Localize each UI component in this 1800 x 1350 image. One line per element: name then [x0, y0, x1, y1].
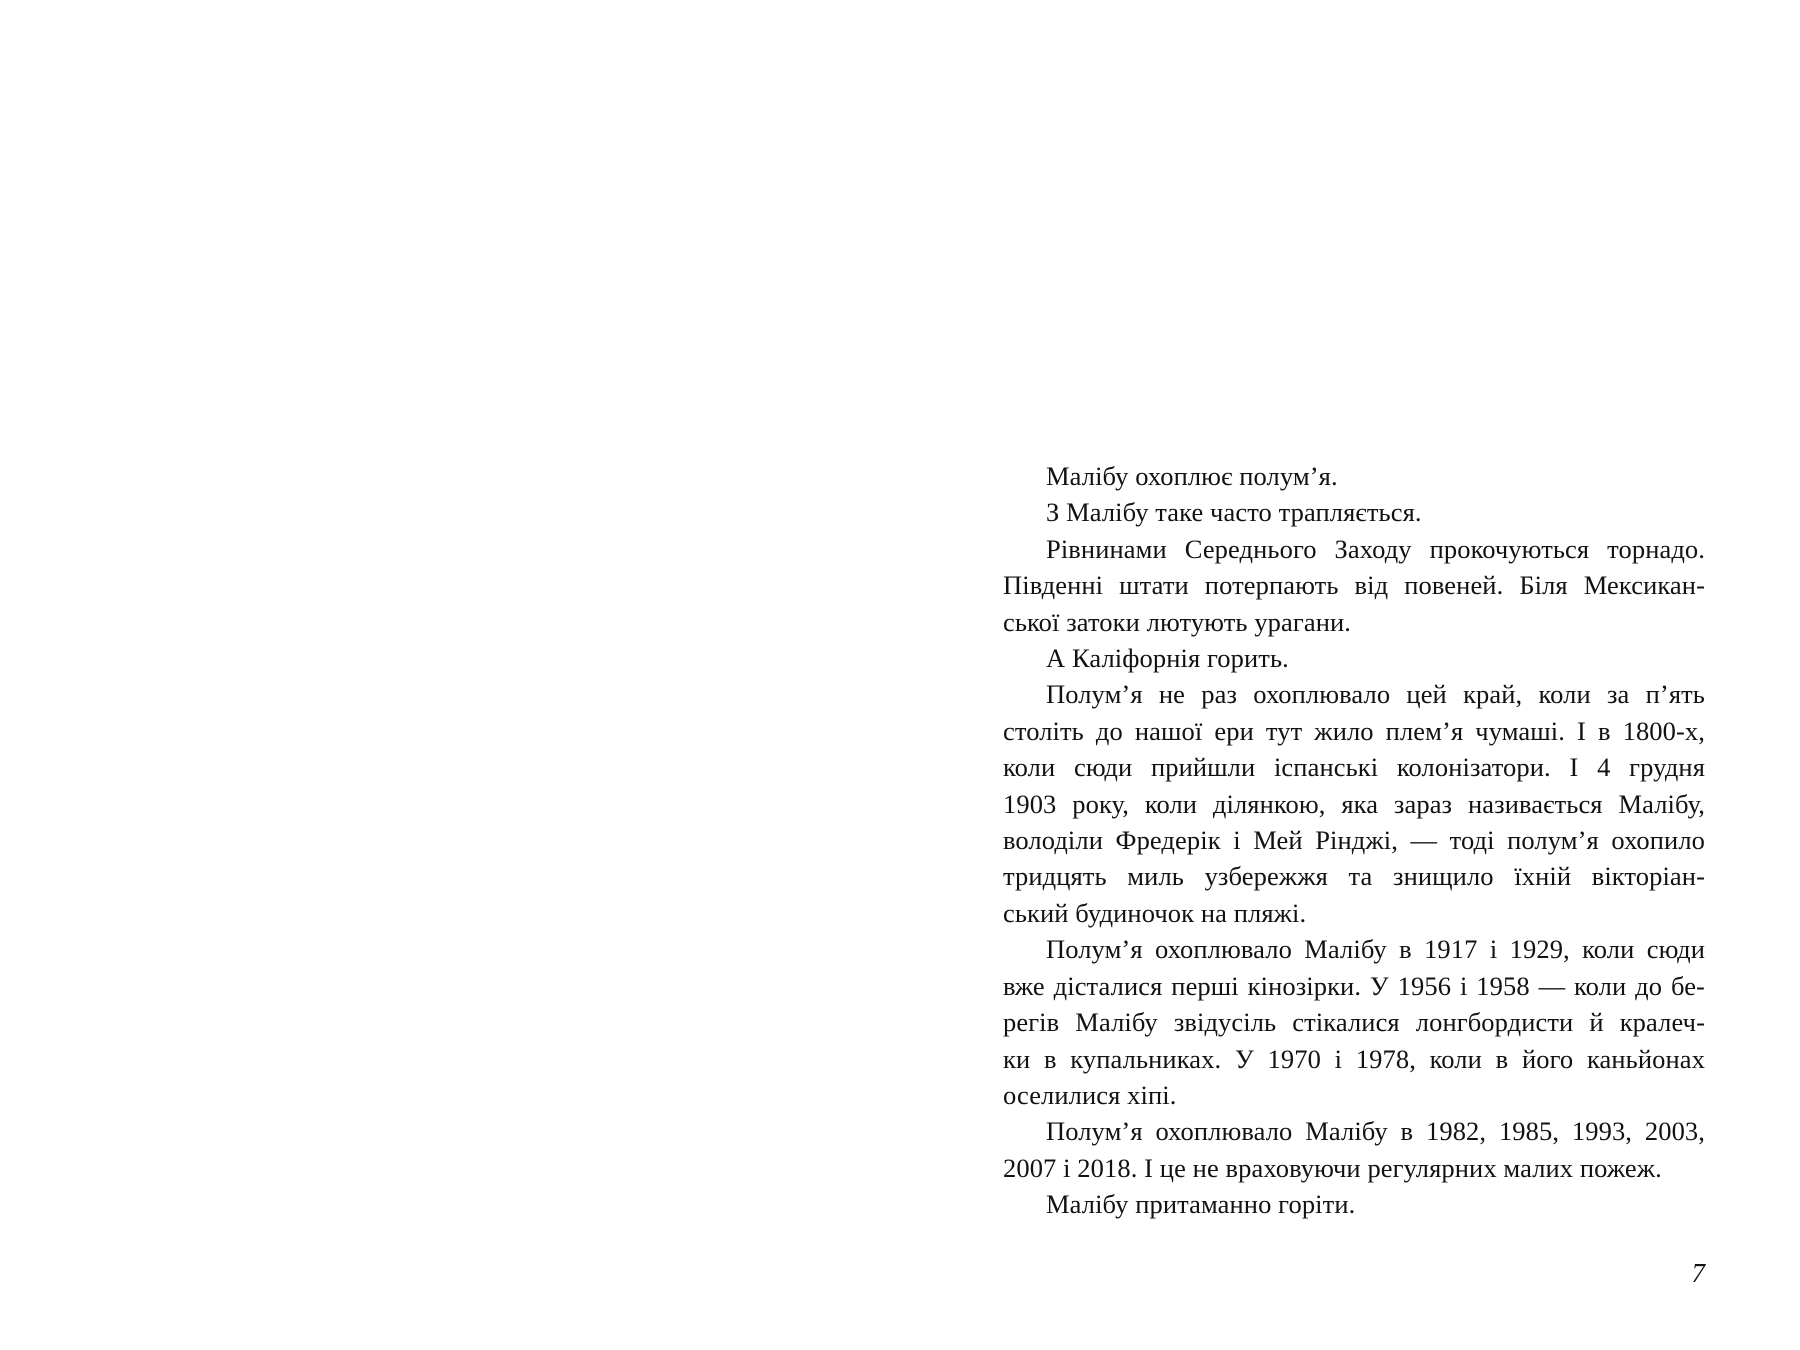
text-line: Малібу охоплює полум’я.: [1046, 461, 1338, 491]
text-line: ської затоки лютують урагани.: [1003, 606, 1351, 637]
text-line: 2007 і 2018. І це не враховуючи регулярних малих пожеж.: [1003, 1152, 1662, 1183]
text-line: Південні штати потерпають від повеней. Біля Мексикан-: [1003, 570, 1705, 601]
text-line: Малібу притаманно горіти.: [1046, 1189, 1356, 1220]
body-text: [1003, 458, 1705, 1223]
text-line: ський будиночок на пляжі.: [1003, 897, 1307, 928]
text-line: коли сюди прийшли іспанські колонізатори. І 4 грудня: [1003, 752, 1705, 783]
text-line: 1903 року, коли ділянкою, яка зараз називається Малібу,: [1003, 788, 1705, 819]
text-line: Полум’я охоплювало Малібу в 1982, 1985, 1993, 2003,: [1046, 1116, 1705, 1147]
text-line: оселилися хіпі.: [1003, 1079, 1177, 1110]
text-line: Полум’я охоплювало Малібу в 1917 і 1929, коли сюди: [1046, 934, 1705, 965]
text-line: ки в купальниках. У 1970 і 1978, коли в його каньйонах: [1003, 1043, 1705, 1074]
text-line: А Каліфорнія горить.: [1046, 643, 1289, 674]
text-line: регів Малібу звідусіль стікалися лонгбордисти й кралеч-: [1003, 1007, 1705, 1038]
page-number: 7: [1691, 1258, 1705, 1288]
text-line: володіли Фредерік і Мей Рінджі, — тоді полум’я охопило: [1003, 825, 1705, 856]
text-line: Рівнинами Середнього Заходу прокочуються торнадо.: [1046, 533, 1705, 564]
text-line: тридцять миль узбережжя та знищило їхній вікторіан-: [1003, 861, 1705, 892]
text-line: З Малібу таке часто трапляється.: [1046, 497, 1422, 528]
text-line: століть до нашої ери тут жило плем’я чумаші. І в 1800-х,: [1003, 715, 1705, 746]
text-line: вже дісталися перші кінозірки. У 1956 і 1958 — коли до бе-: [1003, 970, 1705, 1001]
text-line: Полум’я не раз охоплювало цей край, коли за п’ять: [1046, 679, 1705, 710]
